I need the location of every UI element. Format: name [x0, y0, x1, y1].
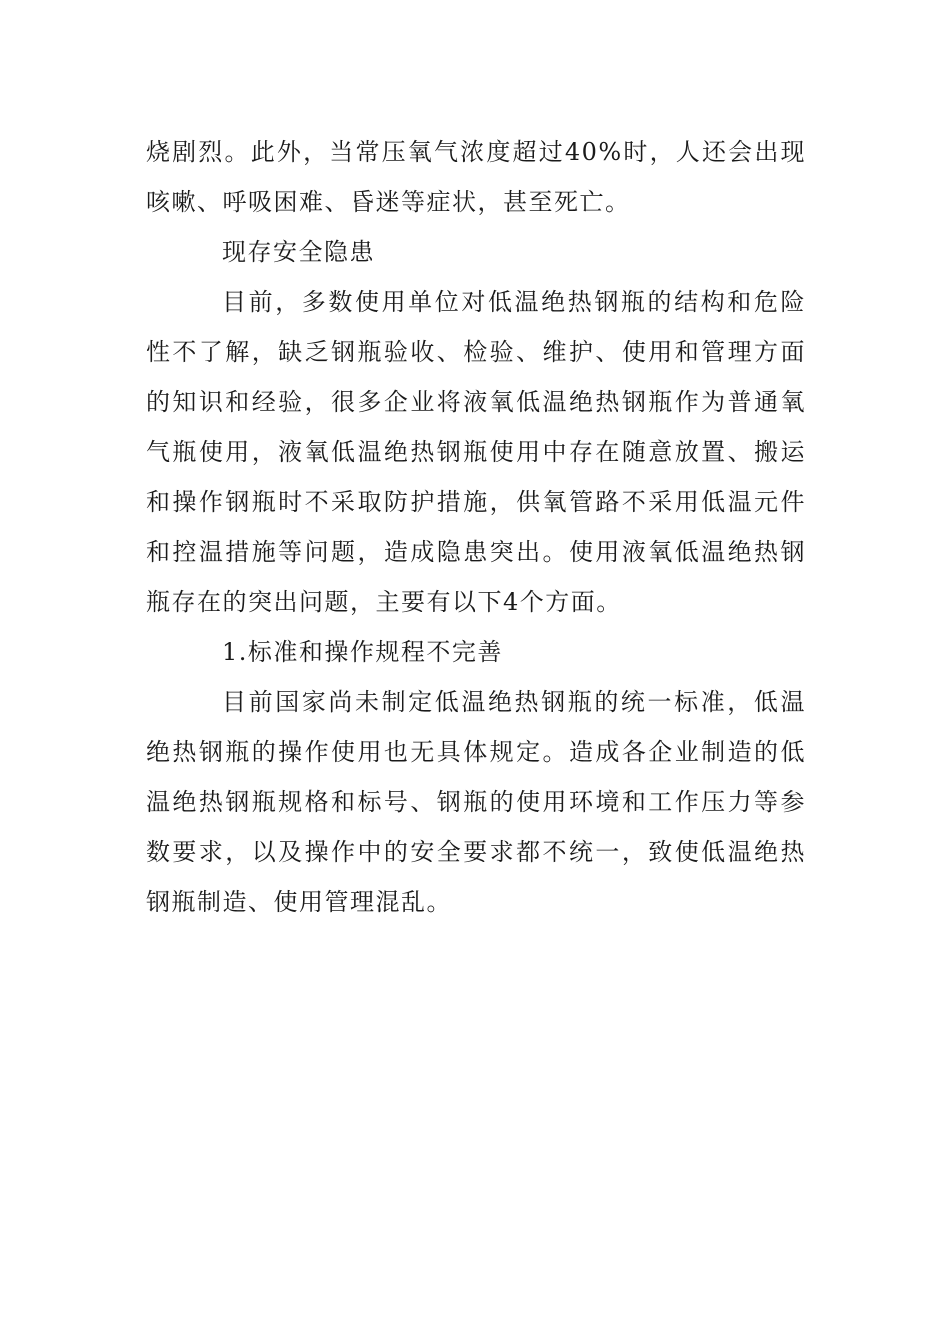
subsection-heading-standards: 1.标准和操作规程不完善 [222, 638, 503, 666]
paragraph-standards: 目前国家尚未制定低温绝热钢瓶的统一标准，低温绝热钢瓶的操作使用也无具体规定。造成各企业制造的低温绝热钢瓶规格和标号、钢瓶的使用环境和工作压力等参数要求，以及操作中的安全要求都不统一，致使低温绝热钢瓶制造、使用管理混乱。 [146, 688, 806, 916]
document-body [146, 127, 806, 927]
section-heading-hazards: 现存安全隐患 [222, 238, 375, 266]
paragraph-continuation: 烧剧烈。此外，当常压氧气浓度超过40%时，人还会出现咳嗽、呼吸困难、昏迷等症状，甚至死亡。 [146, 138, 806, 216]
paragraph-hazards: 目前，多数使用单位对低温绝热钢瓶的结构和危险性不了解，缺乏钢瓶验收、检验、维护、使用和管理方面的知识和经验，很多企业将液氧低温绝热钢瓶作为普通氧气瓶使用，液氧低温绝热钢瓶使用中存在随意放置、搬运和操作钢瓶时不采取防护措施，供氧管路不采用低温元件和控温措施等问题，造成隐患突出。使用液氧低温绝热钢瓶存在的突出问题，主要有以下4个方面。 [146, 288, 806, 616]
